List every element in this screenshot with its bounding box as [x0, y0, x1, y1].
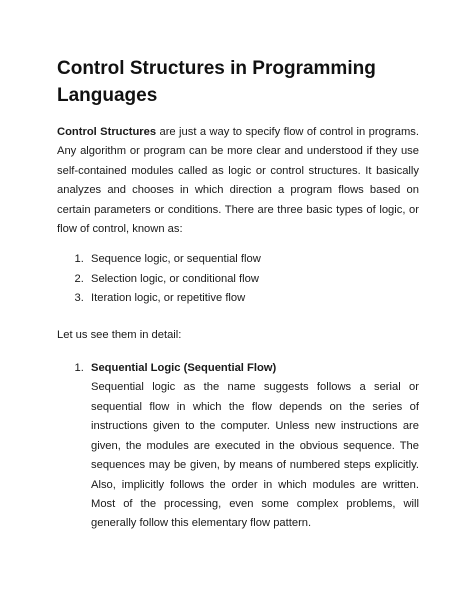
list-item: 1. Sequence logic, or sequential flow	[87, 250, 419, 269]
detail-heading: 1. Sequential Logic (Sequential Flow)	[91, 362, 277, 375]
intro-lead-term: Control Structures	[57, 126, 157, 138]
intro-paragraph	[57, 123, 419, 239]
intro-text: are just a way to specify flow of control in programs. Any algorithm or program can be more clear and understood if they use self-contained modules called as logic or control structures. It basically analyzes and chooses in which direction a program flows based on certain parameters or conditions. There are three basic types of logic, or flow of control, known as:	[57, 126, 419, 236]
document-page	[57, 55, 419, 534]
page-title: Control Structures in Programming Languages	[57, 58, 376, 106]
detail-item	[87, 359, 419, 534]
list-item: 2. Selection logic, or conditional flow	[87, 270, 419, 289]
detail-intro: Let us see them in detail:	[57, 328, 182, 341]
list-item: 3. Iteration logic, or repetitive flow	[87, 289, 419, 308]
logic-types-list	[57, 250, 419, 308]
detail-list	[57, 359, 419, 534]
detail-body: Sequential logic as the name suggests follows a serial or sequential flow in which the flow depends on the series of instructions given to the computer. Unless new instructions are given, the modules are executed in the obvious sequence. The sequences may be given, by means of numbered steps explicitly. Also, implicitly follows the order in which modules are written. Most of the processing, even some complex problems, will generally follow this elementary flow pattern.	[91, 381, 419, 530]
